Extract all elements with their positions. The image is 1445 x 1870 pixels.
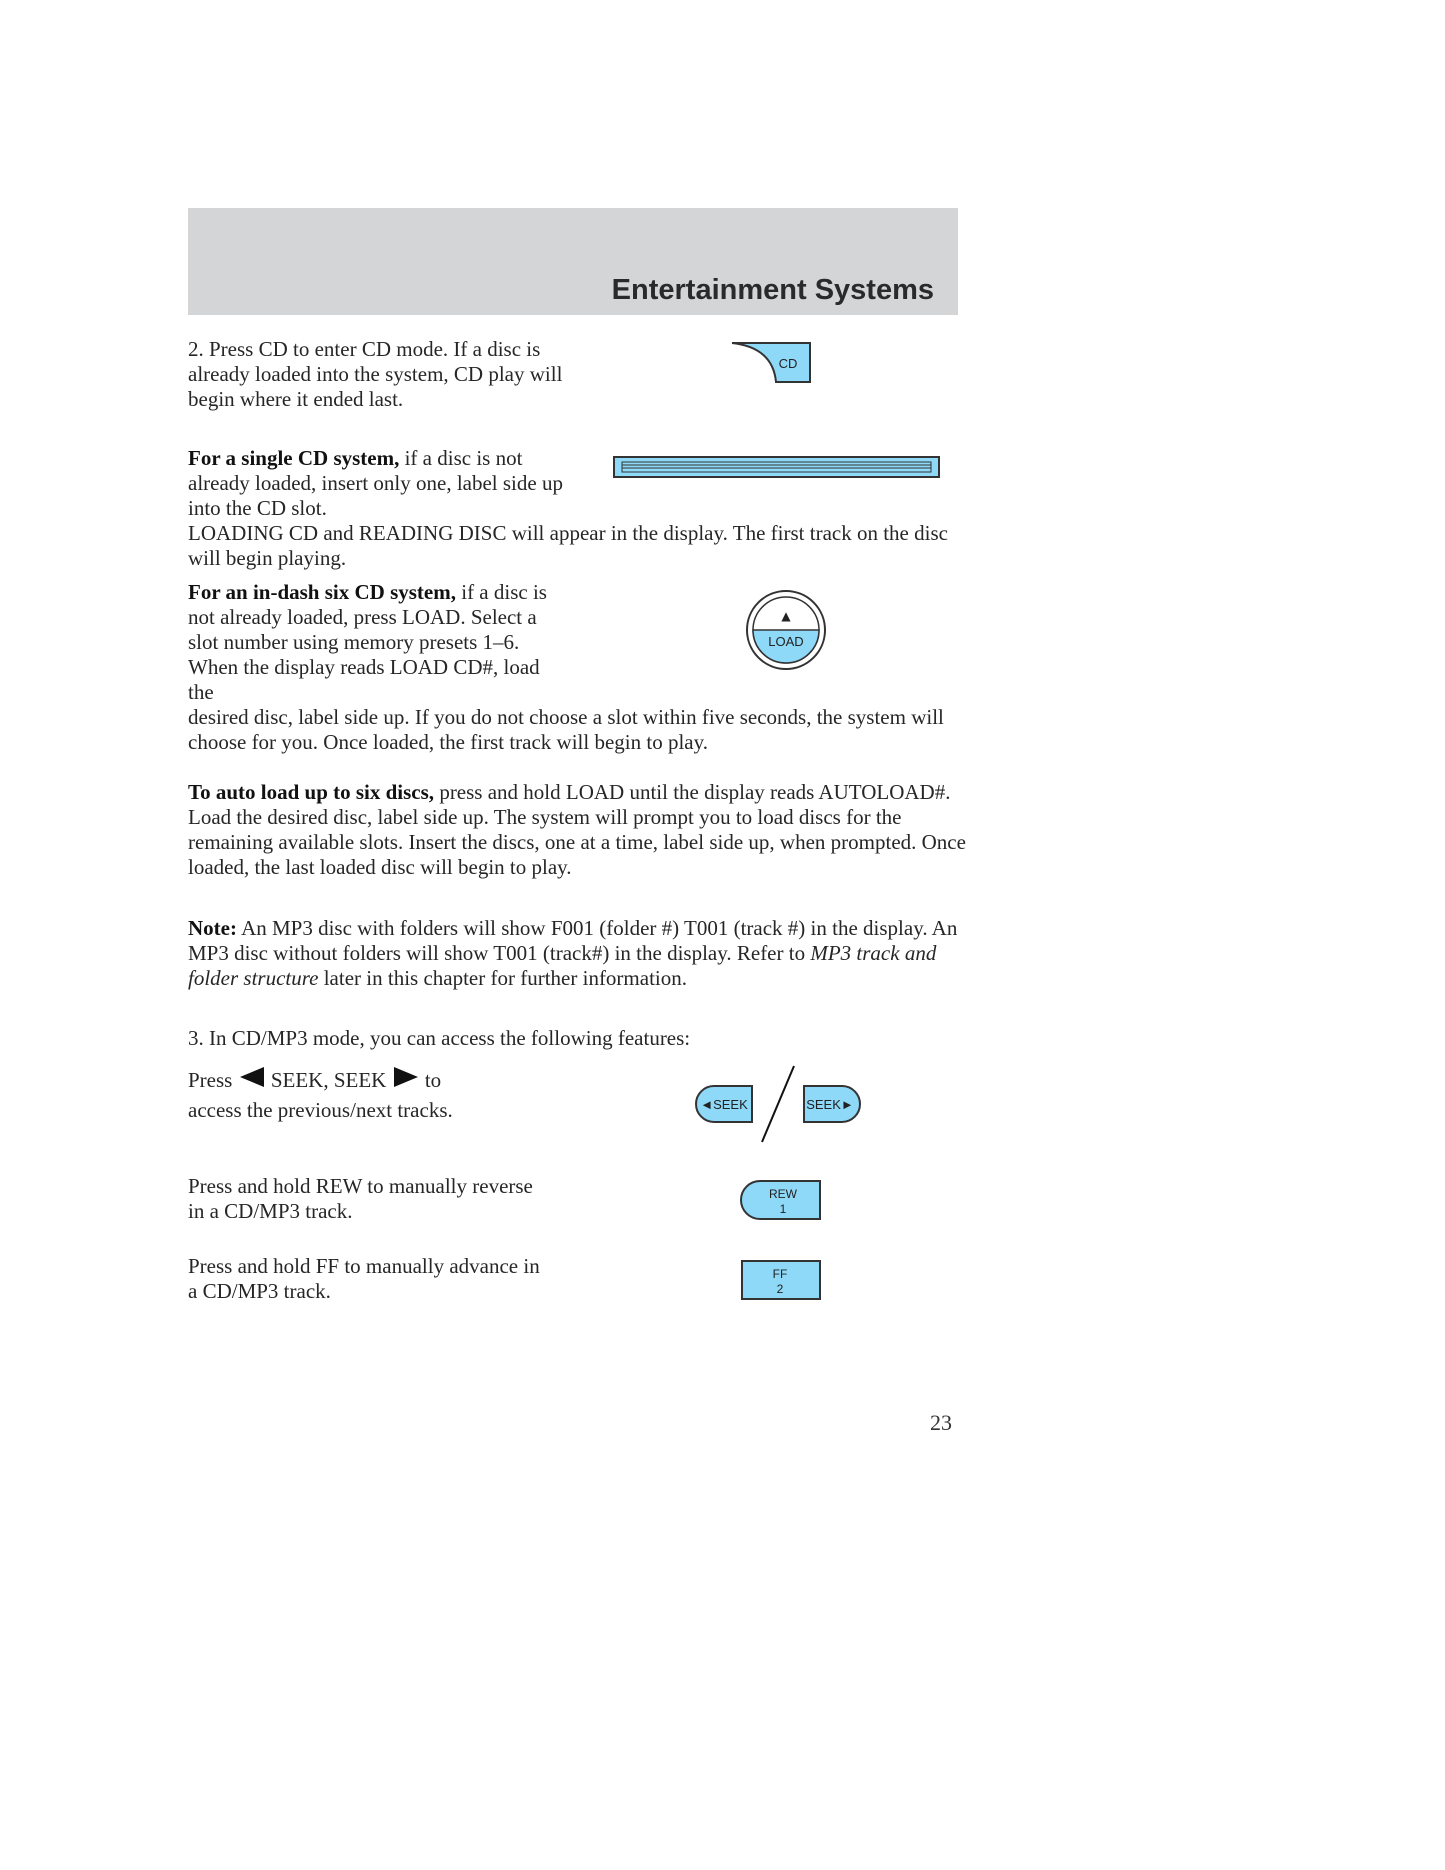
single-cd-heading: For a single CD system, [188,446,400,470]
single-cd-text [188,446,568,521]
cd-button-label: CD [778,356,798,371]
seek-right-arrow-icon [392,1065,420,1089]
ff-button-number: 2 [776,1282,784,1296]
note-reference: MP3 track and folder structure [188,941,937,990]
seek-prev-label: ◄SEEK [700,1097,748,1112]
seek-mid: SEEK, SEEK [265,1068,392,1092]
cd-slot-figure [612,454,942,480]
seek-press: Press [188,1068,238,1092]
rew-text: Press and hold REW to manually reverse in a CD/MP3 track. [188,1174,533,1223]
autoload-heading: To auto load up to six discs, [188,780,435,804]
load-button-label: LOAD [768,634,804,649]
note-body-b: later in this chapter for further information. [318,966,688,990]
ff-button-label: FF [772,1267,788,1281]
cd-button-figure [730,340,812,386]
single-cd-body: if a disc is not already loaded, insert only one, label side up into the CD slot. [188,446,563,520]
seek-buttons-figure [692,1062,864,1146]
load-button-figure [744,588,828,672]
ff-button-figure [740,1258,822,1302]
seek-to: to [419,1068,442,1092]
six-cd-text [188,580,568,705]
chapter-title: Entertainment Systems [611,274,934,306]
six-cd-text-cont: desired disc, label side up. If you do not choose a slot within five seconds, the system will choose for you. Once loaded, the first track will begin to play. [188,705,944,754]
seek-left-arrow-icon [238,1065,266,1089]
rew-button-label: REW [769,1187,797,1201]
six-cd-body: if a disc is not already loaded, press LOAD. Select a slot number using memory presets 1–6. When the display reads LOAD CD#, load the [188,580,547,704]
single-cd-text-cont: LOADING CD and READING DISC will appear in the display. The first track on the disc will begin playing. [188,521,948,570]
step-2-text: 2. Press CD to enter CD mode. If a disc is already loaded into the system, CD play will begin where it ended last. [188,337,563,411]
note-label: Note: [188,916,237,940]
six-cd-heading: For an in-dash six CD system, [188,580,456,604]
seek-next-label: SEEK► [806,1097,854,1112]
autoload-body: press and hold LOAD until the display reads AUTOLOAD#. Load the desired disc, label side up. The system will prompt you to load discs for the remaining available slots. Insert the discs, one at a time, label side up, when prompted. Once loaded, the last loaded disc will begin to play. [188,780,966,879]
autoload-text [188,780,968,880]
eject-icon: ▲ [781,609,791,623]
page-number: 23 [930,1410,952,1435]
note-text [188,916,968,991]
chapter-header [188,208,958,315]
step-3-text: 3. In CD/MP3 mode, you can access the following features: [188,1026,691,1050]
seek-text [188,1065,568,1125]
rew-button-number: 1 [779,1202,787,1216]
seek-line2: access the previous/next tracks. [188,1098,453,1122]
rew-button-figure [740,1178,822,1222]
note-body-a: An MP3 disc with folders will show F001 (folder #) T001 (track #) in the display. An MP3 disc without folders will show T001 (track#) in the display. Refer to [188,916,958,965]
ff-text: Press and hold FF to manually advance in a CD/MP3 track. [188,1254,540,1303]
